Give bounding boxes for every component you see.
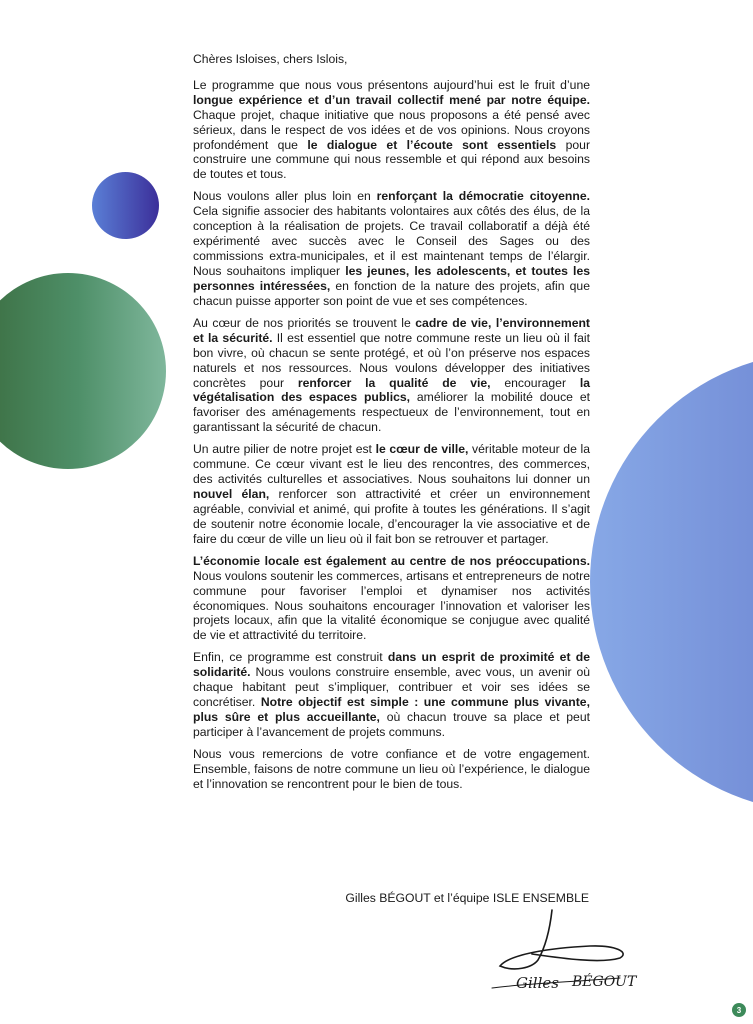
text-span: Chaque projet, chaque initiative que nous proposons a été pensé avec sérieux, dans le respect de vos idées et de vos opinions. Nous croyons profondément que [193,107,590,152]
bold-text: nouvel élan, [193,487,270,502]
text-span: Enfin, ce programme est construit [193,650,388,665]
text-span: où chacun trouve sa place et peut participer à l’avancement de projets communs. [193,710,590,739]
text-span: Il est essentiel que notre commune reste un lieu où il fait bon vivre, où chacun se sente protégé, et où l’on préserve nos espaces naturels et nos ressources. Nous voulons développer des initiatives concrètes pour [193,330,591,390]
bold-text: la végétalisation des espaces publics, [193,375,590,405]
text-span: Nous vous remercions de votre confiance et de votre engagement. Ensemble, faisons de notre commune un lieu où l’expérience, le dialogue et l’innovation se rencontrent pour le bien de tous. [193,747,590,791]
signature-line: Gilles BÉGOUT et l’équipe ISLE ENSEMBLE [345,891,589,905]
bold-text: le cœur de ville, [375,442,469,457]
text-span: Cela signifie associer des habitants volontaires aux côtés des élus, de la conception à la réalisation de projets. Ce travail collaboratif a déjà été expérimenté avec succès avec le Conseil des Sages ou des commissions extra-municipales, et il est maintenant temps de l’élargir. Nous souhaitons impliquer [193,204,590,278]
text-span: renforcer son attractivité et créer un environnement agréable, convivial et animé, qui profite à toutes les générations. Il s’agit de soutenir notre économie locale, d’encourager la vie associative et de faire du cœur de ville un lieu où il fait bon se retrouver et partager. [193,487,591,546]
bold-text: renforçant la démocratie citoyenne. [376,189,590,204]
svg-text:BÉGOUT: BÉGOUT [572,974,637,990]
paragraph-local-economy [193,554,590,643]
paragraph-city-center [193,442,590,546]
handwritten-signature [480,908,640,998]
bold-text: cadre de vie, l’environnement et la sécurité. [193,315,590,345]
paragraph-democracy [193,189,590,308]
paragraph-intro [193,78,590,182]
text-span: véritable moteur de la commune. Ce cœur vivant est le lieu des rencontres, des commerces, des activités culturelles et associatives. Nous souhaitons lui donner un [193,442,590,487]
paragraph-thanks [193,747,590,792]
text-span: encourager [490,375,580,390]
letter-greeting: Chères Isloises, chers Islois, [193,52,348,66]
bold-text: dans un esprit de proximité et de solidarité. [193,650,590,680]
bold-text: L’économie locale est également au centre de nos préoccupations. [193,553,590,568]
bold-text: renforcer la qualité de vie, [297,375,491,390]
text-span: Nous voulons aller plus loin en [193,189,377,204]
decorative-circle-blue [590,352,753,812]
paragraph-solidarity [193,650,590,739]
text-span: Le programme que nous vous présentons aujourd’hui est le fruit d’une [193,77,590,92]
bold-text: Notre objectif est simple : une commune plus vivante, plus sûre et plus accueillante, [193,695,590,725]
text-span: améliorer la mobilité douce et favoriser des aménagements respectueux de l’environnement, tout en garantissant la sécurité de chacun. [193,390,590,435]
bold-text: le dialogue et l’écoute sont essentiels [307,137,557,152]
svg-text:Gilles: Gilles [516,974,559,992]
text-span: Au cœur de nos priorités se trouvent le [193,315,416,330]
decorative-circle-small [92,172,159,239]
letter-body [193,52,590,799]
text-span: Nous voulons soutenir les commerces, artisans et entrepreneurs de notre commune pour favoriser l’emploi et dynamiser nos activités économiques. Nous souhaitons encourager l’innovation et valoriser les projets locaux, afin que la vitalité économique se conjugue avec qualité de vie et attractivité du territoire. [193,568,590,643]
decorative-circle-green [0,273,166,469]
paragraph-environment [193,316,590,435]
bold-text: longue expérience et d’un travail collectif mené par notre équipe. [193,92,590,107]
text-span: en fonction de la nature des projets, afin que chacun puisse apporter son point de vue et ses compétences. [193,278,590,308]
text-span: Un autre pilier de notre projet est [193,442,376,457]
text-span: pour construire une commune qui nous ressemble et qui répond aux besoins de toutes et tous. [193,137,590,182]
text-span: Nous voulons construire ensemble, avec vous, un avenir où chaque habitant peut s’impliquer, contribuer et voir ses idées se concrétiser. [193,665,590,710]
page-number-badge: 3 [732,1003,746,1017]
bold-text: les jeunes, les adolescents, et toutes les personnes intéressées, [193,263,590,293]
